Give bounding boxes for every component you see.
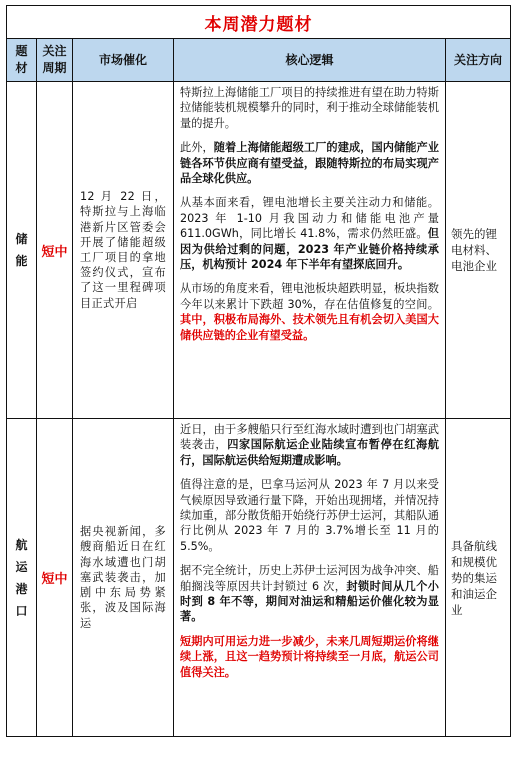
table-row: [7, 419, 511, 737]
logic-text-run: 其中，积极布局海外、技术领先且有机会切入美国大储供应链的企业有望受益。: [180, 313, 439, 342]
focus-cell: 具备航线和规模优势的集运和油运企业: [446, 419, 511, 737]
logic-text-run: 近日，由于多艘船只行至红海水域时遭到也门胡塞武装袭击，: [180, 423, 439, 452]
logic-text-run: 随着上海储能超级工厂的建成，国内储能产业链各环节供应商有望受益，跟随特斯拉的布局实现产品全球化供应。: [180, 141, 439, 186]
catalyst-cell: 12 月 22 日，特斯拉与上海临港新片区管委会开展了储能超级工厂项目的拿地签约仪式，宣布了这一里程碑项目正式开启: [73, 82, 174, 419]
logic-text-run: 据不完全统计，历史上苏伊士运河因为战争冲突、船舶搁浅等原因共计封锁过 6 次，: [180, 564, 439, 593]
header-category: 题材: [7, 39, 37, 82]
logic-paragraph: [180, 477, 439, 554]
header-logic: 核心逻辑: [174, 39, 446, 82]
theme-table: [6, 5, 511, 737]
logic-text-run: 特斯拉上海储能工厂项目的持续推进有望在助力特斯拉储能装机规模攀升的同时，利于推动全球储能装机量的提升。: [180, 86, 439, 130]
logic-text-run: 此外，: [180, 141, 214, 155]
logic-paragraph: [180, 85, 439, 131]
header-period: 关注周期: [37, 39, 73, 82]
period-cell: 短中: [37, 82, 73, 419]
logic-paragraph: [180, 140, 439, 186]
logic-text-run: 短期内可用运力进一步减少，未来几周短期运价将继续上涨，且这一趋势预计将持续至一月底，航运公司值得关注。: [180, 634, 439, 679]
logic-text-run: 但因为供给过剩的问题，2023 年产业链价格持续承压，机构预计 2024 年下半年有望探底回升。: [180, 227, 439, 272]
catalyst-cell: 据央视新闻，多艘商船近日在红海水域遭也门胡塞武装袭击，加剧中东局势紧张，波及国际海运: [73, 419, 174, 737]
logic-text-run: 封锁时间从几个小时到 8 年不等，期间对油运和精船运价催化较为显著。: [180, 579, 439, 624]
header-focus: 关注方向: [446, 39, 511, 82]
category-cell: 航运港口: [7, 419, 37, 737]
logic-paragraph: [180, 422, 439, 468]
logic-text-run: 从基本面来看，锂电池增长主要关注动力和储能。2023 年 1-10 月我国动力和储能电池产量 611.0GWh，同比增长 41.8%，需求仍然旺盛。: [180, 196, 439, 241]
logic-text-run: 从市场的角度来看，锂电池板块超跌明显，板块指数今年以来累计下跌超 30%，存在估值修复的空间。: [180, 282, 439, 311]
category-cell: 储能: [7, 82, 37, 419]
logic-cell: [174, 82, 446, 419]
theme-table-container: [6, 5, 510, 737]
focus-cell: 领先的锂电材料、电池企业: [446, 82, 511, 419]
logic-paragraph: [180, 195, 439, 272]
header-row: [7, 39, 511, 82]
page-title: 本周潜力题材: [7, 6, 511, 39]
table-row: [7, 82, 511, 419]
logic-paragraph: [180, 281, 439, 343]
logic-cell: [174, 419, 446, 737]
logic-text-run: 四家国际航运企业陆续宣布暂停在红海航行，国际航运供给短期遭成影响。: [180, 438, 439, 467]
logic-paragraph: [180, 563, 439, 625]
period-cell: 短中: [37, 419, 73, 737]
logic-text-run: 值得注意的是，巴拿马运河从 2023 年 7 月以来受气候原因导致通行量下降，开始出现拥堵，并情况持续加重，部分散货船开始绕行苏伊士运河，其船队通行比例从 2023 年 7 月的 3.7%增长至 11 月的 5.5%。: [180, 478, 439, 553]
header-catalyst: 市场催化: [73, 39, 174, 82]
logic-paragraph: [180, 634, 439, 680]
